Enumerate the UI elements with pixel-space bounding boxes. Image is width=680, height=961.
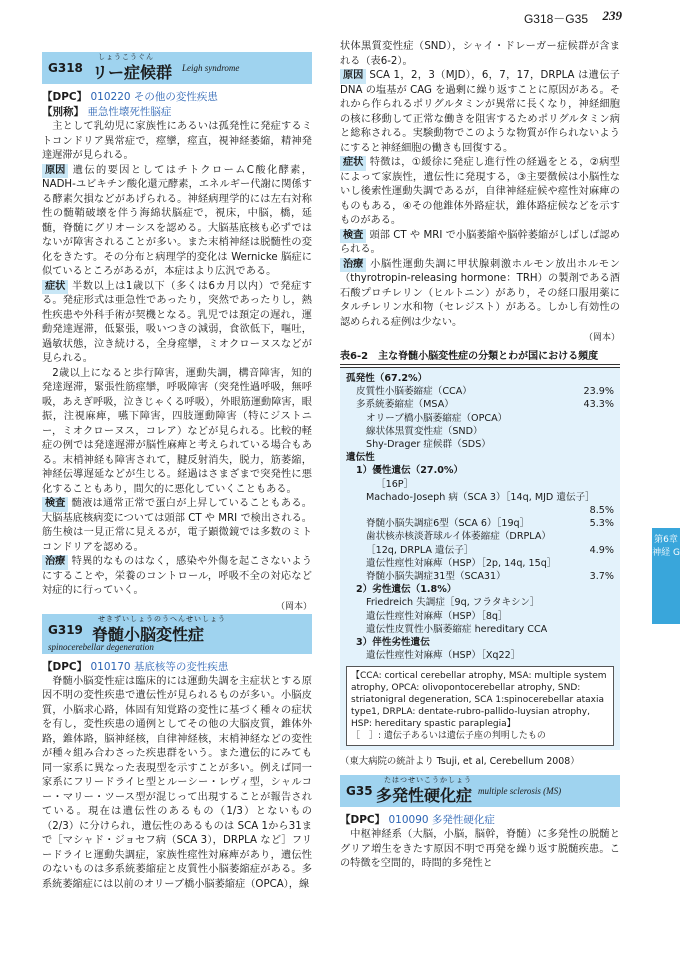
g35-intro: 中枢神経系（大脳，小脳，脳幹，脊髄）に多発性の脱髄とグリア増生をきたす原因不明で再発を繰り返す脱髄疾患。この特徴を空間的，時間的多発性と — [340, 829, 620, 870]
g319-exam — [340, 229, 620, 258]
table-cell-label: 3）伴性劣性遺伝 — [356, 637, 430, 649]
g318-symptom-2: 2歳以上になると歩行障害，運動失調，構音障害，知的発達遅滞，緊張性筋痙攣，呼吸障害（突発性過呼吸，無呼吸，あえぎ呼吸，泣きじゃくる呼吸），外眼筋運動障害，眼振，注視麻痺，嚥下障害，四肢運動障害（特にジストニー，ミオクローヌス，コレア）などが見られる。比較的軽症の例では発達遅滞が脳性麻痺と考えられている場合もある。末梢神経も障害されて，腱反射消失，脱力，筋萎縮，神経伝導遅延などが生じる。経過はさまざまで突発性に悪化することもあり，間欠的に悪化していくこともある。 — [42, 367, 312, 495]
table-row — [346, 372, 614, 385]
g319-dpc — [42, 660, 312, 675]
table-cell-value: 23.9% — [583, 386, 614, 398]
table-cell-label: ［12q, DRPLA 遺伝子］ — [366, 544, 474, 556]
symptom-text-1: 半数以上は1歳以下（多くは6カ月以内）で発症する。発症形式は亜急性であったり，突然であったりし，熱性疾患や外科手術が契機となる。乳児では頚定の遅れ，運動発達遅滞，低緊張，吸いつきの減弱，食欲低下，嘔吐，過敏状態，泣き続ける，全身痙攣，ミオクローヌスなどが見られる。 — [42, 280, 312, 364]
table-row — [346, 464, 614, 477]
g319-name: 脊髄小脳変性症 — [92, 624, 205, 644]
table-note-2: ［ ］: 遺伝子あるいは遺伝子座の判明したもの — [351, 731, 546, 742]
g35-code: G35 — [346, 784, 373, 799]
table-row — [346, 517, 614, 530]
symptom-text: 特徴は，①緩徐に発症し進行性の経過をとる，②病型によって家族性，遺伝性に発現する，③主要徴候は小脳性ないし後索性運動失調であるが，自律神経症候や痙性対麻痺のものもある，④その他錐体外路症状，錐体路症候などを示すものがある。 — [340, 157, 620, 226]
g35-ruby: たはつせいこうかしょう — [384, 776, 472, 785]
page-number: 239 — [602, 8, 622, 23]
table-cell-label: 歯状核赤核淡蒼球ルイ体萎縮症（DRPLA） — [366, 531, 551, 543]
table-cell-label: ［16P］ — [376, 478, 414, 490]
g319-cause — [340, 69, 620, 156]
table-cell-label: 遺伝性皮質性小脳萎縮症 hereditary CCA — [366, 623, 548, 635]
dpc-label: 【DPC】 — [42, 660, 88, 673]
table-row — [346, 530, 614, 543]
right-column — [340, 40, 620, 872]
g318-code: G318 — [48, 61, 83, 75]
table-row — [346, 623, 614, 636]
table-note-box — [346, 666, 614, 746]
g319-code: G319 — [48, 622, 83, 637]
g318-intro: 主として乳幼児に家族性にあるいは孤発性に発症するミトコンドリア異常症で，痙攣，痙直，視神経萎縮，精神発達遅滞が見られる。 — [42, 121, 312, 161]
table-row — [346, 636, 614, 649]
dpc-code: 010220 — [90, 91, 131, 103]
g319-ruby: せきずいしょうのうへんせいしょう — [98, 614, 226, 623]
exam-label: 検査 — [42, 497, 68, 512]
table-6-2 — [340, 367, 620, 750]
table-cell-label: 遺伝性痙性対麻痺（HSP）［8q］ — [366, 610, 508, 622]
g35-english: multiple sclerosis (MS) — [478, 786, 562, 797]
g318-exam — [42, 497, 312, 555]
symptom-label: 症状 — [42, 280, 68, 295]
g319-treat — [340, 258, 620, 331]
g318-title-bar — [42, 52, 312, 84]
table-cell-label: 1）優性遺伝（27.0%） — [356, 465, 464, 477]
treat-text: 特異的なものはなく，感染や外傷を起こさないようにすることや，栄養のコントロール，呼吸不全の対応など対症的に行っていく。 — [42, 556, 312, 596]
table-row — [346, 610, 614, 623]
table-row — [346, 451, 614, 464]
g319-continued: 状体黒質変性症（SND），シャイ・ドレーガー症候群が含まれる（表6-2）。 — [340, 41, 620, 67]
table-row — [346, 570, 614, 583]
table-row — [346, 438, 614, 451]
table-row — [346, 544, 614, 557]
exam-text: 髄液は通常正常で蛋白が上昇していることもある。大脳基底核病変については頭部 CT や MRI で検出される。筋生検は一見正常に見えるが，電子顕微鏡では多数のミトコンドリアを認める。 — [42, 498, 312, 553]
g35-name: 多発性硬化症 — [376, 786, 473, 806]
table-cell-label: 遺伝性痙性対麻痺（HSP）［2p, 14q, 15q］ — [366, 557, 557, 569]
table-cell-label: 2）劣性遺伝（1.8%） — [356, 584, 457, 596]
g318-signature: （岡本） — [275, 601, 312, 612]
g319-signature: （岡本） — [583, 333, 620, 343]
g35-title-bar — [340, 775, 620, 807]
table-cell-value: 8.5% — [589, 505, 614, 517]
g318-alias — [42, 105, 312, 120]
table-cell-label: Machado-Joseph 病（SCA 3）［14q, MJD 遺伝子］ — [366, 491, 595, 503]
header-range: G318－G35 — [523, 12, 588, 26]
table-cell-label: 線状体黒質変性症（SND） — [366, 425, 483, 437]
table-row — [346, 504, 614, 517]
g318-treat — [42, 555, 312, 599]
table-cell-label: 遺伝性 — [346, 452, 375, 464]
g35-dpc — [340, 813, 620, 828]
cause-text: SCA 1，2，3（MJD），6，7，17，DRPLA は遺伝子 DNA の塩基が CAG を過剰に繰り返すことに原因がある。それから作られるポリグルタミンが異常に長くなり，神経細胞の核に移動して正常な働きを阻害するためポリグルタミン病と総称される。実験動物でこのような物質が作られないようにすると神経細胞の働きも回復する。 — [340, 70, 620, 154]
dpc-label: 【DPC】 — [42, 91, 88, 103]
exam-label: 検査 — [340, 229, 366, 244]
table-row — [346, 385, 614, 398]
table-cell-label: 多系統萎縮症（MSA） — [356, 399, 454, 411]
exam-text: 頭部 CT や MRI で小脳萎縮や脳幹萎縮がしばしば認められる。 — [340, 229, 620, 255]
alias-label: 【別称】 — [42, 106, 84, 118]
table-row — [346, 583, 614, 596]
page-header — [0, 0, 680, 40]
cause-text: 遺伝的要因としてはチトクロームC酸化酵素，NADH-ユビキチン酸化還元酵素，エネルギー代謝に関係する酵素欠損などがあげられる。神経病理学的には左右対称性の髄鞘破壊を伴う海綿状脳症で，視床，中脳，橋，延髄，脊髄にグリオーシスを認める。大脳基底核も必ずではないが障害されることが多い。また末梢神経は脱髄性の変化をきたす。その分布と病理学的変化は Wernicke 脳症に似ているところがあるが，本症はより広汎である。 — [42, 164, 312, 277]
dpc-code: 010170 — [90, 660, 131, 673]
treat-label: 治療 — [42, 555, 68, 570]
table-cell-label: 孤発性（67.2%） — [346, 373, 428, 384]
table-cell-label: 皮質性小脳萎縮症（CCA） — [356, 386, 472, 398]
dpc-name: その他の変性疾患 — [133, 91, 218, 103]
cause-label: 原因 — [42, 164, 68, 179]
table-cell-label: 脊髄小脳失調症6型（SCA 6）［19q］ — [366, 518, 530, 530]
dpc-name: 多発性硬化症 — [431, 814, 495, 827]
table-cell-value: 43.3% — [583, 399, 614, 411]
table-rows — [346, 372, 614, 662]
table-cell-value: 4.9% — [589, 544, 614, 556]
table-row — [346, 557, 614, 570]
table-title: 表6-2 主な脊髄小脳変性症の分類とわが国における頻度 — [340, 347, 620, 365]
table-row — [346, 412, 614, 425]
table-row — [346, 491, 614, 504]
table-cell-label: Friedreich 失調症［9q, フラタキシン］ — [366, 597, 540, 609]
table-row — [346, 596, 614, 609]
g319-symptom — [340, 156, 620, 229]
table-source: （東大病院の統計より Tsuji, et al, Cerebellum 2008） — [340, 756, 580, 768]
g319-title-bar — [42, 614, 312, 654]
dpc-name: 基底核等の変性疾患 — [133, 660, 229, 673]
g318-name: リー症候群 — [92, 63, 173, 82]
treat-label: 治療 — [340, 258, 366, 273]
treat-text: 小脳性運動失調に甲状腺刺激ホルモン放出ホルモン（thyrotropin-releasing hormone：TRH）の製剤である酒石酸プロチレリン（ヒルトニン）があり，その経口服用薬にタルチレリン水和物（セレジスト）がある。しかし有効性の認められる症例は少ない。 — [340, 258, 620, 328]
g319-english: spinocerebellar degeneration — [48, 641, 154, 652]
table-row — [346, 478, 614, 491]
g318-symptom — [42, 280, 312, 367]
left-column — [42, 52, 312, 892]
g318-cause — [42, 164, 312, 280]
alias-text: 亜急性壊死性脳症 — [87, 106, 172, 118]
table-cell-label: 脊髄小脳失調症31型（SCA31） — [366, 571, 506, 583]
table-cell-value: 3.7% — [589, 571, 614, 583]
g318-dpc — [42, 90, 312, 105]
table-row — [346, 649, 614, 662]
symptom-label: 症状 — [340, 156, 366, 171]
dpc-code: 010090 — [388, 814, 429, 827]
table-row — [346, 425, 614, 438]
table-cell-value: 5.3% — [589, 518, 614, 530]
table-cell-label: 遺伝性痙性対麻痺（HSP）［Xq22］ — [366, 650, 521, 662]
cause-label: 原因 — [340, 69, 366, 84]
table-row — [346, 398, 614, 411]
dpc-label: 【DPC】 — [340, 814, 386, 827]
g318-english: Leigh syndrome — [182, 63, 240, 73]
table-note: 【CCA: cortical cerebellar atrophy, MSA: multiple system atrophy, OPCA: olivopontocerebellar atrophy, SND: striatonigral degeneration, SCA 1:spinocerebellar ataxia type1, DRPLA: dentate-rubro-pallido-luysian atrophy, HSP: hereditary spastic paraplegia】 — [351, 671, 607, 730]
table-cell-label: Shy-Drager 症候群（SDS） — [366, 439, 491, 451]
g319-intro: 脊髄小脳変性症は臨床的には運動失調を主症状とする原因不明の変性疾患で遺伝性が見られるものが多い。小脳皮質，小脳求心路，体固有知覚路の変性に基づく種々の症状を有し，変性疾患の通例としてその他の大脳皮質，錐体外路，錐体路，脳神経核，自律神経核，末梢神経などの変性が種々組み合わさった疾患群をいう。また遺伝的にみても同一家系に異なった表現型を示すことが多い。例えば同一家系にフリードライヒ型とルーシー・レヴィ型，シャルコー・マリー・ツース型が混じって出現することが報告されている。現在は遺伝性のあるもの（1/3）とないもの（2/3）に分けられ，遺伝性のあるものは SCA 1から31まで［マシャド・ジョセフ病（SCA 3），DRPLA など］フリードライヒ運動失調症，家族性痙性対麻痺があり，遺伝性のないものは多系統萎縮症と皮質性小脳萎縮症がある。多系統萎縮症には以前のオリーブ橋小脳萎縮症（OPCA），線 — [42, 675, 312, 890]
table-cell-label: オリーブ橋小脳萎縮症（OPCA） — [366, 412, 508, 424]
g318-ruby: しょうこうぐん — [98, 53, 154, 61]
chapter-side-tab: 第6章 神経 G — [652, 528, 680, 624]
